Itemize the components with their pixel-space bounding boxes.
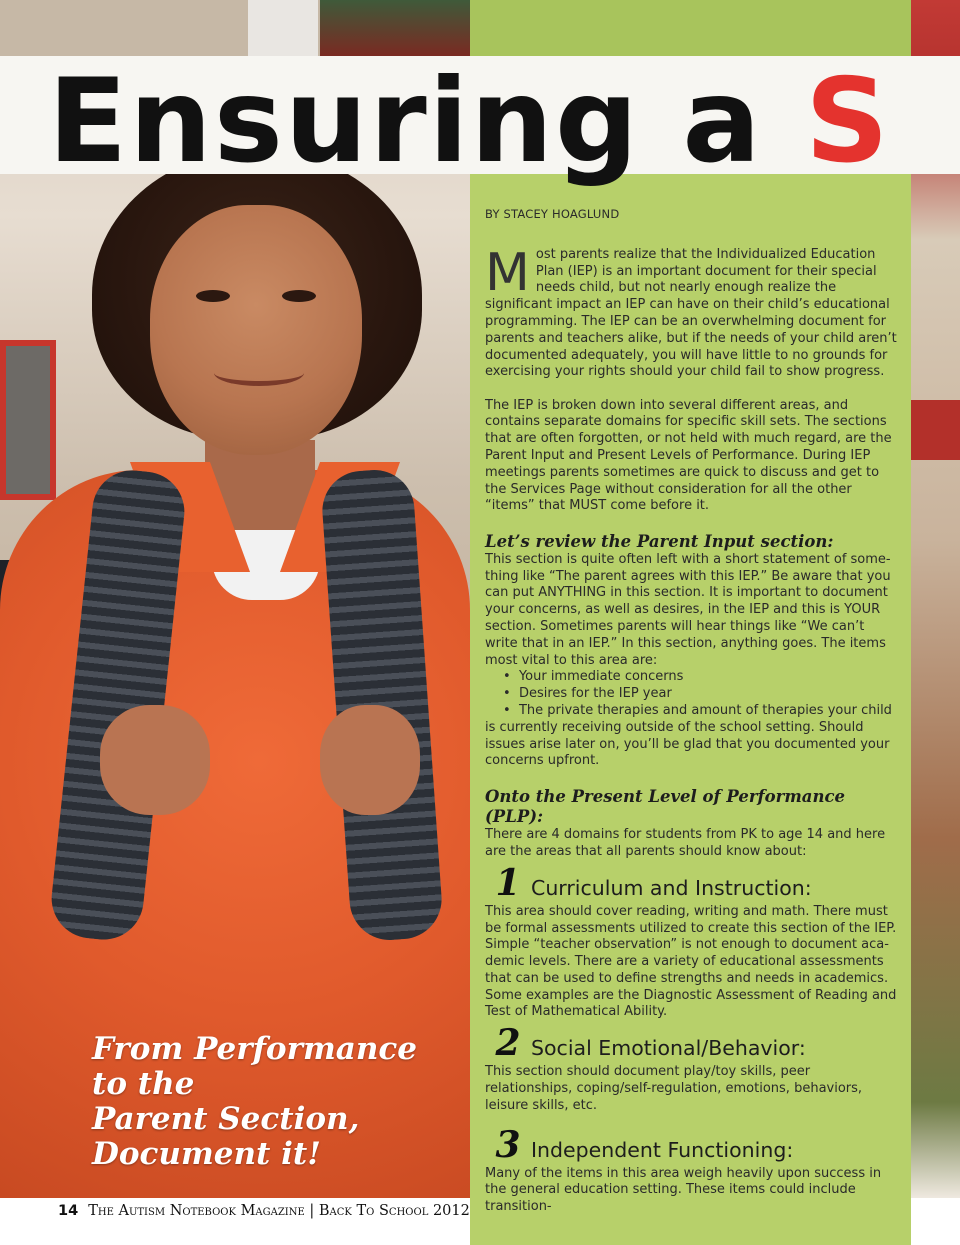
list-item: • Your immediate concerns [503,669,684,685]
boy-hand-left [100,705,210,815]
paragraph: The IEP is broken down into several different areas, and contains separate domains for specific skill sets. The sections that are often forgotten, or not held with much regard, are the Parent Input and Present Levels of Performance. During IEP meetings parents sometimes are quick to discuss and get to the Services Page without consideration for all the other “items” that MUST come before it. [485,397,892,514]
domain-title: Curriculum and Instruction: [531,875,812,900]
byline: BY STACEY HOAGLUND [485,207,620,221]
list-item: • Desires for the IEP year [503,686,672,702]
boy-face [150,205,362,455]
section-heading-plp: Onto the Present Level of Performance (PLP): [485,787,846,827]
list-item: • The private therapies and amount of therapies your child is currently receiving outside of the school setting. Should issues arise later on, you’ll be glad that you documented your concerns upfront. [485,702,892,769]
drop-cap: M [485,242,530,303]
photo-window [0,340,56,500]
section-heading-parent-input: Let’s review the Parent Input section: [485,531,834,551]
footer-edge [911,1198,960,1245]
domain-text: Many of the items in this area weigh heavily upon success in the general education setting. These items could include transition- [485,1165,882,1215]
domain-number: 1 [495,861,521,904]
title-main: Ensuring a [48,54,806,189]
page-footer [58,1203,470,1219]
page-number: 14 [58,1203,79,1219]
article-column-top [470,0,911,56]
article-body [485,206,900,1216]
photo-caption-line: From Performance [92,1031,417,1067]
parent-input-text: This section is quite often left with a short statement of some-thing like “The parent agrees with this IEP.” Be aware that you can put ANYTHING in this section. It is important to document your concerns, as well as desires, in the IEP and this is YOUR section. Sometimes parents will hear things like “We can’t write that in an IEP.” In this section, anything goes. The items most vital to this area are: [485,551,891,668]
domain-text: This area should cover reading, writing and math. There must be formal assessments utilized to create this section of the IEP. Simple “teacher observation” is not enough to document aca-demic levels. There are a variety of educational assessments that can be used to define strengths and needs in academics. Some examples are the Diagnostic Assessment of Reading and Test of Mathematical Ability. [485,903,897,1020]
domain-number: 3 [495,1123,521,1166]
boy-eye-left [196,290,230,302]
domain-text: This section should document play/toy skills, peer relationships, coping/self-regulation, emotions, behaviors, leisure skills, etc. [485,1064,863,1113]
photo-caption-line: Parent Section, [92,1101,360,1137]
list-item-text: Desires for the IEP year [518,686,672,702]
footer-text: The Autism Notebook Magazine | Back To School 2012 [88,1203,470,1219]
domain-heading-2 [485,1022,900,1065]
list-item-text: The private therapies and amount of therapies your child is currently receiving outside of the school setting. Should issues arise later on, you’ll be glad that you documented your concerns upfront. [485,702,892,769]
domain-heading-3 [485,1123,900,1166]
domain-number: 2 [495,1022,521,1065]
right-edge-red-frame [911,400,960,460]
boy-eye-right [282,290,316,302]
plp-text: There are 4 domains for students from PK to age 14 and here are the areas that all parents should know about: [485,827,886,859]
title-accent-letter: S [805,54,891,189]
intro-paragraph [485,242,900,381]
list-item-text: Your immediate concerns [518,669,684,685]
boy-smile [214,360,304,386]
parent-input-list [485,669,900,770]
photo-caption-line: to the [92,1066,195,1102]
photo-awning [320,0,470,56]
right-edge-photo [911,0,960,1198]
domain-heading-1 [485,861,900,904]
intro-text: ost parents realize that the Individualized Education Plan (IEP) is an important document for their special needs child, but not nearly enough realize the significant impact an IEP can have on their child’s educational programming. The IEP can be an overwhelming document for parents and teachers alike, but if the needs of your child aren’t documented adequately, you will have little to no grounds for exercising your rights should your child fail to show progress. [485,246,897,380]
photo-caption [92,1032,422,1172]
boy-hand-right [320,705,420,815]
domain-title: Social Emotional/Behavior: [531,1036,806,1061]
photo-caption-line: Document it! [92,1136,321,1172]
page-title [48,54,891,189]
photo-pillar [248,0,318,60]
domain-title: Independent Functioning: [531,1137,794,1162]
